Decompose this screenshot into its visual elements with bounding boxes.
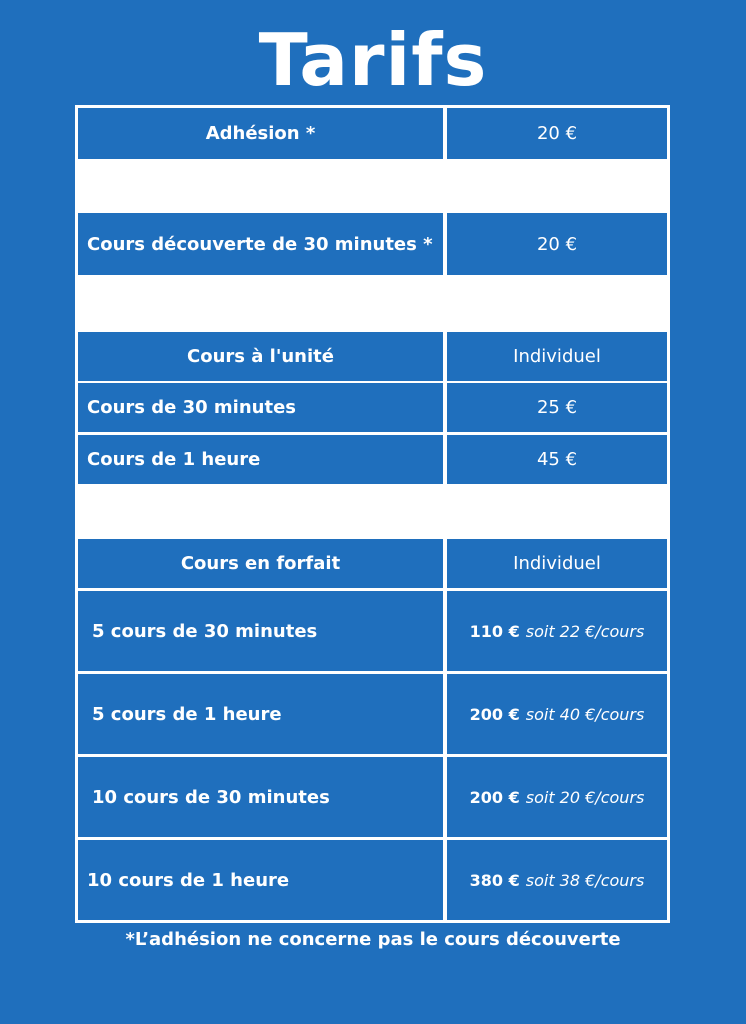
single-lessons-heading: Cours à l'unité bbox=[78, 332, 443, 381]
lesson-1h-price: 45 € bbox=[447, 435, 667, 484]
membership-price: 20 € bbox=[447, 108, 667, 159]
table-row-package-5x1h bbox=[78, 674, 667, 754]
price-table bbox=[75, 105, 670, 923]
lesson-1h-label: Cours de 1 heure bbox=[78, 435, 443, 484]
package-type: Individuel bbox=[447, 539, 667, 588]
table-row-package-5x30 bbox=[78, 591, 667, 671]
package-10x30-label: 10 cours de 30 minutes bbox=[78, 757, 443, 837]
table-row-single-header bbox=[78, 332, 667, 381]
table-row-30min bbox=[78, 383, 667, 432]
package-5x30-amount: 110 € bbox=[469, 621, 520, 641]
package-5x30-per-lesson: soit 22 €/cours bbox=[525, 621, 645, 641]
single-lessons-type: Individuel bbox=[447, 332, 667, 381]
package-10x1h-price bbox=[447, 840, 667, 920]
table-row-1h bbox=[78, 435, 667, 484]
table-row-package-10x30 bbox=[78, 757, 667, 837]
page-title: Tarifs bbox=[258, 18, 488, 102]
table-row-adhesion bbox=[78, 108, 667, 159]
package-10x30-price bbox=[447, 757, 667, 837]
package-10x30-amount: 200 € bbox=[469, 787, 520, 807]
package-5x1h-amount: 200 € bbox=[469, 704, 520, 724]
lesson-30min-label: Cours de 30 minutes bbox=[78, 383, 443, 432]
trial-lesson-label: Cours découverte de 30 minutes * bbox=[78, 213, 443, 275]
table-row-package-header bbox=[78, 539, 667, 588]
package-10x1h-amount: 380 € bbox=[469, 870, 520, 890]
package-5x30-price bbox=[447, 591, 667, 671]
footnote: *L’adhésion ne concerne pas le cours découverte bbox=[125, 929, 621, 950]
package-10x30-per-lesson: soit 20 €/cours bbox=[525, 787, 645, 807]
package-5x1h-price bbox=[447, 674, 667, 754]
lesson-30min-price: 25 € bbox=[447, 383, 667, 432]
package-5x1h-per-lesson: soit 40 €/cours bbox=[525, 704, 645, 724]
package-10x1h-label: 10 cours de 1 heure bbox=[78, 840, 443, 920]
trial-lesson-price: 20 € bbox=[447, 213, 667, 275]
package-5x30-label: 5 cours de 30 minutes bbox=[78, 591, 443, 671]
membership-label: Adhésion * bbox=[78, 108, 443, 159]
package-5x1h-label: 5 cours de 1 heure bbox=[78, 674, 443, 754]
package-10x1h-per-lesson: soit 38 €/cours bbox=[525, 870, 645, 890]
table-row-trial bbox=[78, 213, 667, 275]
table-row-package-10x1h bbox=[78, 840, 667, 920]
package-heading: Cours en forfait bbox=[78, 539, 443, 588]
